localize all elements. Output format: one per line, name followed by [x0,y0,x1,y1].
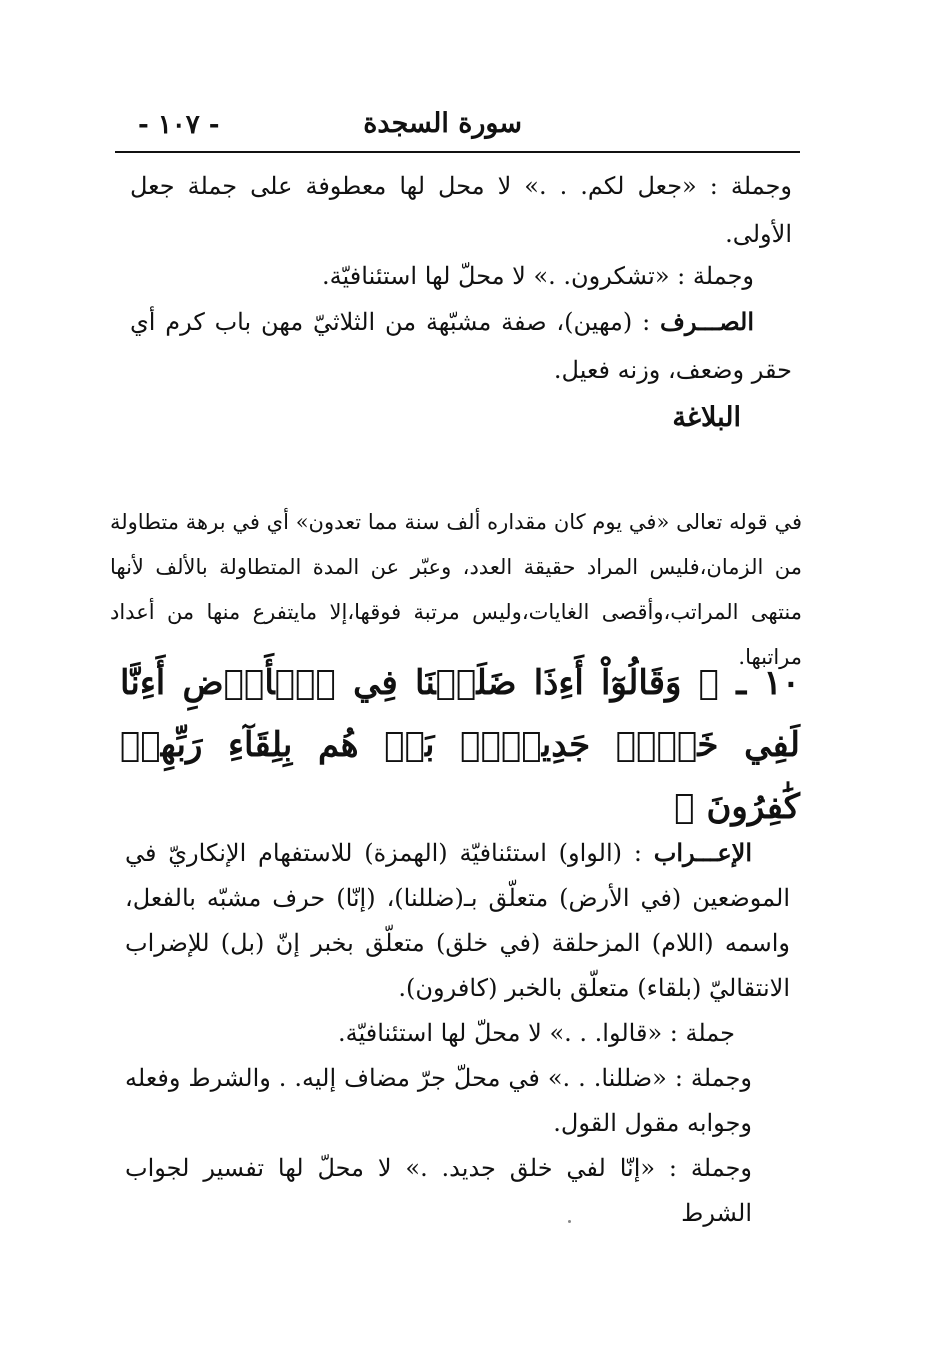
sarf-label: الصـــرف [659,307,754,336]
page-header [120,100,800,150]
scan-speck [568,1220,571,1223]
irab-paragraph [125,830,790,1011]
irab-text: : (الواو) استئنافيّة (الهمزة) للاستفهام الإنكاريّ في الموضعين (في الأرض) متعلّق بـ(ضللنا)، (إنّا) حرف مشبّه بالفعل، واسمه (اللام) المزحلقة (في خلق) متعلّق بخبر إنّ (بل) للإضراب الانتقاليّ (بلقاء) متعلّق بالخبر (كافرون). [125,839,790,1002]
balagha-text: في قوله تعالى «في يوم كان مقداره ألف سنة مما تعدون» أي في برهة متطاولة من الزمان،فليس المراد حقيقة العدد، وعبّر عن المدة المتطاولة بالألف لأنها منتهى المراتب،وأقصى الغايات،وليس مرتبة فوقها،إلا مايتفرع منها من أعداد مراتبها. [110,510,802,669]
quran-verse: ١٠ ـ ﴿ وَقَالُوٓاْ أَءِذَا ضَلَلۡنَا فِي ٱلۡأَرۡضِ أَءِنَّا لَفِي خَلۡقٖ جَدِيدِۭۚ بَلۡ هُم بِلِقَآءِ رَبِّهِمۡ كَٰفِرُونَ ﴾ [120,663,800,827]
surah-title: سورة السجدة [363,108,522,139]
sentence-tashkuroon: وجملة : «تشكرون. .» لا محلّ لها استئنافيّة. [322,262,754,290]
sarf-text: : (مهين)، صفة مشبّهة من الثلاثيّ مهن باب كرم أي حقر وضعف، وزنه فعيل. [130,308,792,384]
page-number: - ١٠٧ - [138,110,220,140]
sentence-inna: وجملة : «إنّا لفي خلق جديد. .» لا محلّ لها تفسير لجواب الشرط [125,1154,752,1227]
irab-section [125,830,790,1236]
balagha-heading: البلاغة [672,402,741,433]
sentence-qaloo: جملة : «قالوا. . .» لا محلّ لها استئنافيّة. [338,1019,735,1047]
irab-label: الإعـــراب [653,838,752,867]
sentence-ja3al: وجملة : «جعل لكم. . .» لا محل لها معطوفة على جملة جعل الأولى. [130,172,792,248]
sarf-paragraph [130,298,792,394]
header-divider [115,151,800,153]
sentence-dalalna: وجملة : «ضللنا. . .» في محلّ جرّ مضاف إليه. . والشرط وفعله وجوابه مقول القول. [125,1064,752,1137]
top-section [130,162,792,394]
